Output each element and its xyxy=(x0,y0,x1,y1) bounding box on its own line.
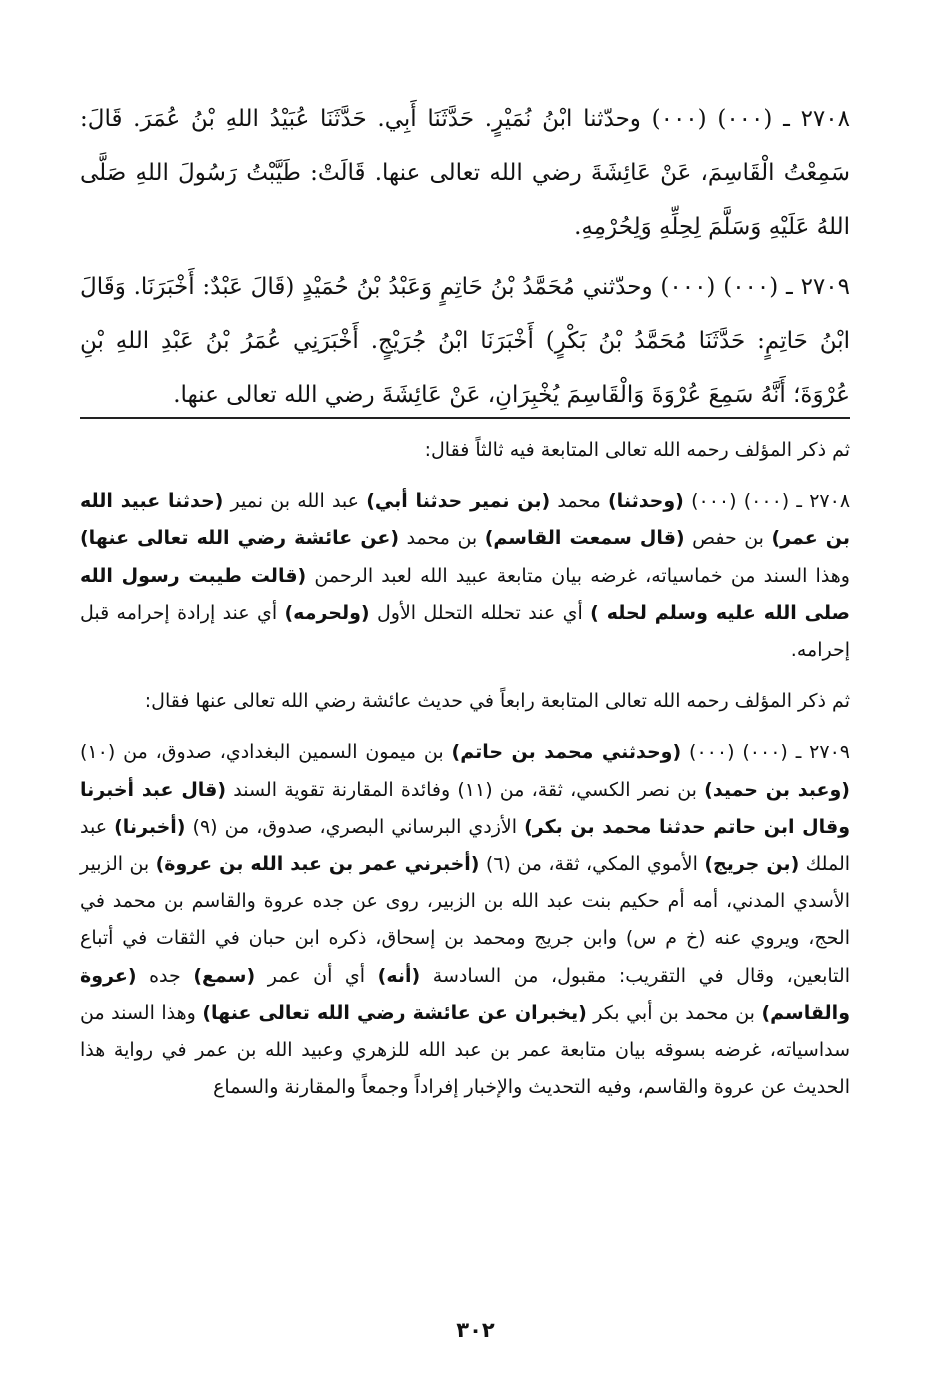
hadith-text-block xyxy=(80,92,850,428)
commentary-run: الأزدي البرساني البصري، صدوق، من (٩) xyxy=(185,815,525,838)
commentary-run: عبد الملك xyxy=(80,815,851,876)
commentary-2708 xyxy=(80,483,850,669)
commentary-run: ٢٧٠٩ ـ (٠٠٠) (٠٠٠) xyxy=(681,741,850,764)
commentary-run: عبد الله بن نمير xyxy=(223,490,367,513)
commentary-run: ٢٧٠٨ ـ (٠٠٠) (٠٠٠) xyxy=(683,490,851,513)
commentary-run: وهذا السند من سداسياته، غرضه بسوقه بيان متابعة عمر بن عبد الله للزهري وعبيد الله بن عمر في رواية هذا الحديث عن عروة والقاسم، وفيه التحديث والإخبار إفراداً وجمعاً والمقارنة والسماع xyxy=(80,1001,850,1099)
bold-quote-run: (عن عائشة رضي الله تعالى عنها) xyxy=(80,527,400,550)
commentary-run: بن محمد xyxy=(399,527,485,550)
commentary-run: جده xyxy=(136,964,194,987)
separator-line xyxy=(80,417,850,419)
bold-quote-run: (بن جريج) xyxy=(704,853,800,876)
hadith-2709: ٢٧٠٩ ـ (٠٠٠) (٠٠٠) وحدّثني مُحَمَّدُ بْنُ حَاتِمٍ وَعَبْدُ بْنُ حُمَيْدٍ (قَالَ عَبْدٌ: أَخْبَرَنَا. وَقَالَ ابْنُ حَاتِمٍ: حَدَّثَنَا مُحَمَّدُ بْنُ بَكْرٍ) أَخْبَرَنَا ابْنُ جُرَيْجٍ. أَخْبَرَنِي عُمَرُ بْنُ عَبْدِ اللهِ بْنِ عُرْوَةَ؛ أَنَّهُ سَمِعَ عُرْوَةَ وَالْقَاسِمَ يُخْبِرَانِ، عَنْ عَائِشَةَ رضي الله تعالى عنها. xyxy=(80,274,850,408)
commentary-run: الأموي المكي، ثقة، من (٦) xyxy=(479,853,705,876)
commentary-run: بن ميمون السمين البغدادي، صدوق، من (١٠) xyxy=(80,741,452,764)
commentary-run: بن محمد بن أبي بكر xyxy=(586,1001,762,1024)
commentary-run: أي عند إرادة إحرامه قبل إحرامه. xyxy=(80,601,850,662)
commentary-run: بن حفص xyxy=(684,527,772,550)
commentary-run: أي أن عمر xyxy=(255,964,378,987)
bold-quote-run: (حدثنا عبيد الله بن عمر) xyxy=(80,490,850,550)
commentary-intro-fourth: ثم ذكر المؤلف رحمه الله تعالى المتابعة رابعاً في حديث عائشة رضي الله تعالى عنها فقال: xyxy=(144,690,850,713)
commentary-run: بن الزبير الأسدي المدني، أمه أم حكيم بنت عبد الله بن الزبير، روى عن جده عروة والقاسم بن محمد في الحج، ويروي عنه (خ م س) وابن جريج ومحمد بن إسحاق، ذكره ابن حبان في الثقات في أتباع التابعين، وقال في التقريب: مقبول، من السادسة xyxy=(80,853,850,987)
bold-quote-run: (قالت طيبت رسول الله صلى الله عليه وسلم لحله ) xyxy=(80,564,850,624)
bold-quote-run: (وحدثني محمد بن حاتم) xyxy=(451,741,682,764)
bold-quote-run: (يخبران عن عائشة رضي الله تعالى عنها) xyxy=(202,1001,587,1024)
commentary-intro-third: ثم ذكر المؤلف رحمه الله تعالى المتابعة فيه ثالثاً فقال: xyxy=(424,439,850,461)
commentary-run: أي عند تحلله التحلل الأول xyxy=(369,601,591,624)
bold-quote-run: (وحدثنا) xyxy=(608,490,684,513)
commentary-run: محمد xyxy=(550,490,608,513)
bold-quote-run: (ولحرمه) xyxy=(284,601,370,624)
commentary-run: بن نصر الكسي، ثقة، من (١١) وفائدة المقارنة تقوية السند xyxy=(226,778,705,801)
commentary-run: وهذا السند من خماسياته، غرضه بيان متابعة عبيد الله لعبد الرحمن xyxy=(306,564,850,587)
bold-quote-run: (عروة والقاسم) xyxy=(80,964,851,1024)
bold-quote-run: (وعبد بن حميد) xyxy=(704,778,850,801)
bold-quote-run: (قال عبد أخبرنا وقال ابن حاتم حدثنا محمد بن بكر) xyxy=(80,778,851,838)
commentary-2709 xyxy=(80,734,850,1106)
commentary-block xyxy=(80,432,850,1120)
bold-quote-run: (أخبرني عمر بن عبد الله بن عروة) xyxy=(155,853,480,876)
bold-quote-run: (بن نمير حدثنا أبي) xyxy=(366,490,551,513)
bold-quote-run: (أخبرنا) xyxy=(114,815,186,838)
page-number: ٣٠٢ xyxy=(456,1318,495,1342)
bold-quote-run: (سمع) xyxy=(193,964,256,987)
bold-quote-run: (قال سمعت القاسم) xyxy=(484,527,685,550)
hadith-2708: ٢٧٠٨ ـ (٠٠٠) (٠٠٠) وحدّثنا ابْنُ نُمَيْرٍ. حَدَّثَنَا أَبِي. حَدَّثَنَا عُبَيْدُ اللهِ بْنُ عُمَرَ. قَالَ: سَمِعْتُ الْقَاسِمَ، عَنْ عَائِشَةَ رضي الله تعالى عنها. قَالَتْ: طَيَّبْتُ رَسُولَ اللهِ صَلَّى اللهُ عَلَيْهِ وَسَلَّمَ لِحِلِّهِ وَلِحُرْمِهِ. xyxy=(80,106,850,240)
bold-quote-run: (أنه) xyxy=(377,964,421,987)
